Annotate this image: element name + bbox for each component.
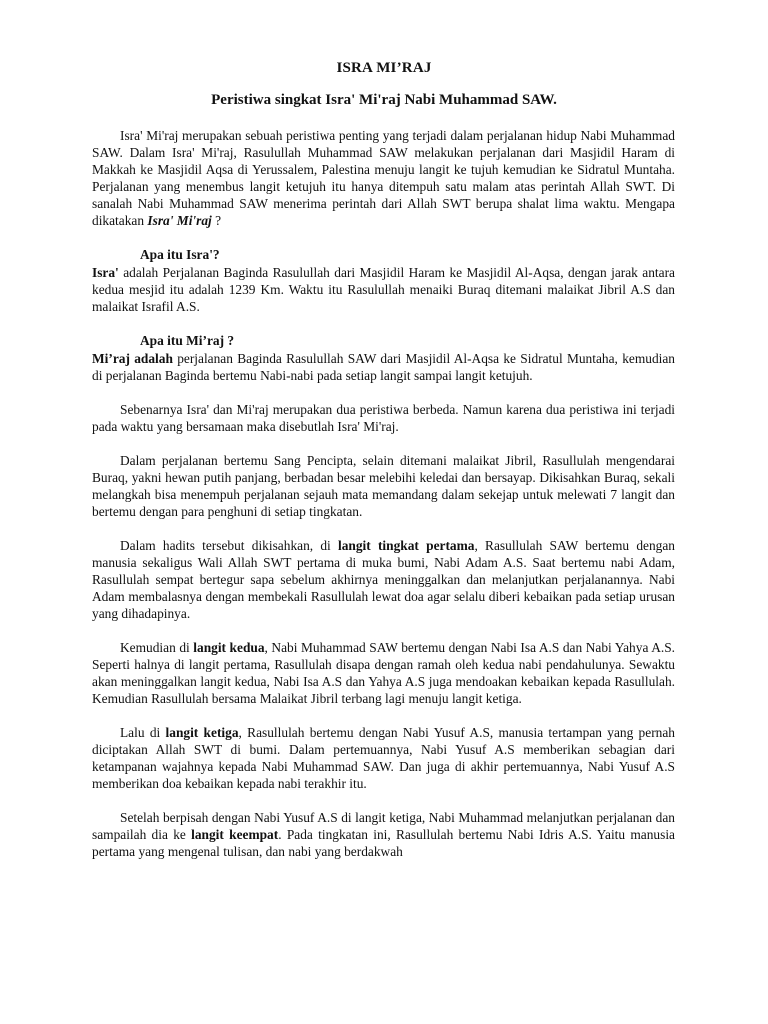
second-heaven-post: , Nabi Muhammad SAW bertemu dengan Nabi Isa A.S dan Nabi Yahya A.S. Seperti halnya di langit pertama, Rasullulah disapa dengan ramah oleh kedua nabi pendahulunya. Sewaktu akan meninggalkan langit kedua, Nabi Isa A.S dan Yahya A.S juga mendoakan kebaikan kepada Rasullulah. Kemudian Rasullulah bersama Malaikat Jibril terbang lagi menuju langit ketiga. [92,640,676,706]
fourth-heaven-post: . Pada tingkatan ini, Rasullulah bertemu Nabi Idris A.S. Yaitu manusia pertama yang mengenal tulisan, dan nabi yang berdakwah [92,827,675,859]
document-title: ISRA MI’RAJ [336,60,432,76]
isra-text: adalah Perjalanan Baginda Rasulullah dari Masjidil Haram ke Masjidil Al-Aqsa, dengan jarak antara kedua mesjid itu adalah 1239 Km. Waktu itu Rasulullah menaiki Buraq ditemani malaikat Jibril A.S dan malaikat Israfil A.S. [92,265,675,314]
isra-paragraph [92,264,675,315]
isra-heading: Apa itu Isra'? [140,247,220,262]
miraj-text: perjalanan Baginda Rasulullah SAW dari Masjidil Al-Aqsa ke Sidratul Muntaha, kemudian di perjalanan Baginda bertemu Nabi-nabi pada setiap langit sampai langit ketujuh. [92,351,675,383]
isra-term: Isra' [92,265,119,280]
miraj-paragraph [92,350,675,384]
paragraph-first-heaven [92,537,675,622]
third-heaven-pre: Lalu di [120,725,166,740]
document-body [92,127,675,877]
intro-paragraph [92,127,675,229]
paragraph-fourth-heaven [92,809,675,860]
fourth-heaven-term: langit keempat [191,827,279,842]
intro-emphasis: Isra' Mi'raj [147,213,212,228]
second-heaven-pre: Kemudian di [120,640,194,655]
first-heaven-term: langit tingkat pertama [338,538,475,553]
paragraph-buraq: Dalam perjalanan bertemu Sang Pencipta, selain ditemani malaikat Jibril, Rasullulah mengendarai Buraq, yakni hewan putih panjang, berbadan besar melebihi keledai dan bersayap. Dikisahkan Buraq, sekali melangkah bisa menempuh perjalanan sejauh mata memandang dalam sekejap untuk melewati 7 langit dan bertemu dengan para penghuni di setiap tingkatan. [92,453,675,519]
first-heaven-post: , Rasullulah SAW bertemu dengan manusia sekaligus Wali Allah SWT pertama di muka bumi, Nabi Adam A.S. Saat bertemu nabi Adam, Rasullulah sempat bertegur sapa sebelum akhirnya meninggalkan dan melanjutkan perjalanannya. Nabi Adam membalasnya dengan membekali Rasullulah lewat doa agar selalu diberi kebaikan pada setiap urusan yang dihadapinya. [92,538,675,621]
intro-end: ? [211,213,222,228]
document-subtitle: Peristiwa singkat Isra' Mi'raj Nabi Muhammad SAW. [211,92,557,108]
third-heaven-term: langit ketiga [165,725,239,740]
second-heaven-term: langit kedua [193,640,265,655]
miraj-term: Mi’raj adalah [92,351,173,366]
third-heaven-post: , Rasullulah bertemu dengan Nabi Yusuf A.S, manusia tertampan yang pernah diciptakan Allah SWT di bumi. Dalam pertemuannya, Nabi Yusuf A.S memberikan sebagian dari ketampanan wajahnya kepada Nabi Muhammad SAW. Dan juga di akhir pertemuannya, Nabi Yusuf A.S memberikan doa kebaikan kepada nabi terakhir itu. [92,725,675,791]
intro-text: Isra' Mi'raj merupakan sebuah peristiwa penting yang terjadi dalam perjalanan hidup Nabi Muhammad SAW. Dalam Isra' Mi'raj, Rasulullah Muhammad SAW melakukan perjalanan dari Masjidil Haram di Makkah ke Masjidil Aqsa di Yerussalem, Palestina menuju langit ke tujuh kemudian ke Sidratul Muntaha. Perjalanan yang menembus langit ketujuh itu hanya ditempuh satu malam atas perintah Allah SWT. Di sanalah Nabi Muhammad SAW menerima perintah dari Allah SWT berupa shalat lima waktu. Mengapa dikatakan [92,128,675,228]
paragraph-second-heaven [92,639,675,707]
fourth-heaven-pre: Setelah berpisah dengan Nabi Yusuf A.S di langit ketiga, Nabi Muhammad melanjutkan perjalanan dan sampailah dia ke [92,810,675,842]
first-heaven-pre: Dalam hadits tersebut dikisahkan, di [120,538,338,553]
paragraph-difference: Sebenarnya Isra' dan Mi'raj merupakan dua peristiwa berbeda. Namun karena dua peristiwa ini terjadi pada waktu yang bersamaan maka disebutlah Isra' Mi'raj. [92,402,675,434]
paragraph-third-heaven [92,724,675,792]
miraj-heading: Apa itu Mi’raj ? [140,333,235,348]
